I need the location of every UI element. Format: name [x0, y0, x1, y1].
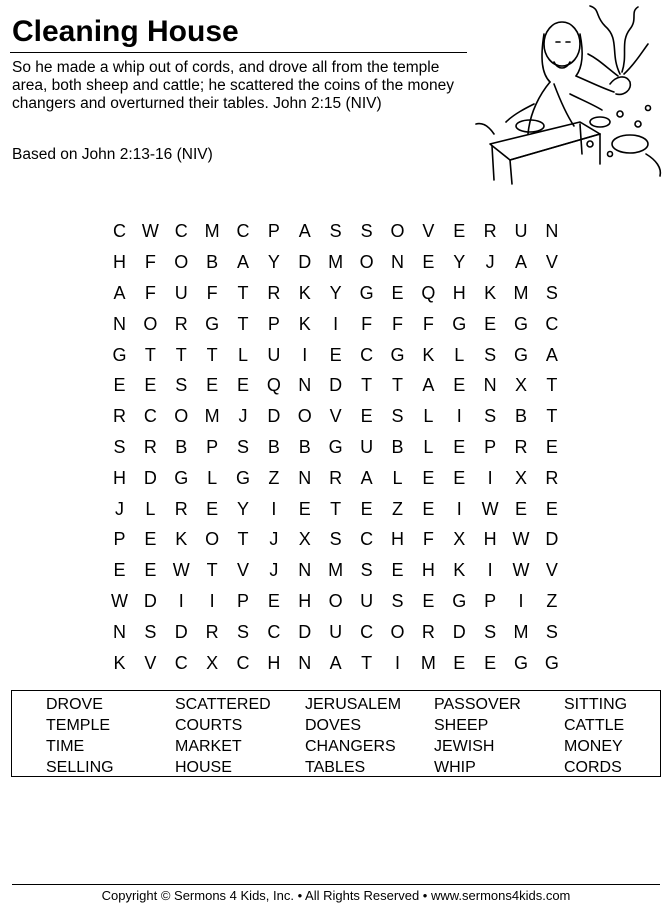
grid-letter: N [390, 252, 404, 273]
grid-letter: T [237, 313, 249, 334]
word-list-item: SHEEP [434, 717, 489, 734]
grid-letter: M [204, 221, 220, 242]
grid-letter: A [329, 652, 342, 673]
grid-letter: R [143, 436, 157, 457]
grid-letter: R [545, 467, 559, 488]
grid-row [104, 586, 567, 617]
grid-letter: X [515, 467, 528, 488]
footer-divider [12, 884, 660, 885]
grid-letter: S [484, 344, 497, 365]
grid-letter: P [206, 436, 219, 457]
grid-letter: U [360, 590, 374, 611]
grid-letter: Y [453, 252, 466, 273]
grid-letter: T [546, 375, 558, 396]
grid-letter: N [298, 375, 312, 396]
grid-letter: N [298, 560, 312, 581]
grid-letter: G [514, 344, 529, 365]
grid-row [104, 432, 567, 463]
word-list-item: HOUSE [175, 759, 232, 776]
grid-letter: S [545, 621, 558, 642]
grid-letter: D [267, 406, 281, 427]
grid-letter: R [514, 436, 528, 457]
grid-letter: W [172, 560, 190, 581]
grid-letter: P [267, 221, 280, 242]
grid-letter: O [390, 221, 405, 242]
grid-letter: P [113, 529, 126, 550]
grid-letter: O [359, 252, 374, 273]
grid-letter: W [141, 221, 159, 242]
grid-letter: W [110, 590, 128, 611]
grid-letter: C [360, 529, 374, 550]
grid-row [104, 524, 567, 555]
grid-letter: K [484, 282, 497, 303]
grid-letter: O [328, 590, 343, 611]
grid-row [104, 462, 567, 493]
grid-letter: Y [267, 252, 280, 273]
grid-letter: N [298, 467, 312, 488]
grid-letter: S [484, 621, 497, 642]
grid-letter: E [515, 498, 528, 519]
grid-letter: O [297, 406, 312, 427]
grid-letter: X [453, 529, 466, 550]
grid-letter: A [545, 344, 558, 365]
grid-row [104, 278, 567, 309]
word-list-item: CORDS [564, 759, 622, 776]
grid-letter: E [453, 221, 466, 242]
grid-letter: F [391, 313, 403, 334]
grid-letter: X [515, 375, 528, 396]
grid-letter: G [359, 282, 374, 303]
grid-letter: S [360, 221, 373, 242]
grid-row [104, 647, 567, 678]
grid-letter: I [394, 652, 400, 673]
grid-letter: I [302, 344, 308, 365]
grid-letter: D [545, 529, 559, 550]
grid-letter: C [112, 221, 126, 242]
grid-letter: V [237, 560, 250, 581]
grid-letter: J [269, 560, 279, 581]
grid-letter: F [361, 313, 373, 334]
grid-letter: R [267, 282, 281, 303]
grid-letter: E [391, 282, 404, 303]
jesus-with-whip-overturning-tables-illustration [470, 4, 668, 186]
grid-letter: S [329, 529, 342, 550]
grid-letter: M [204, 406, 220, 427]
grid-letter: K [113, 652, 126, 673]
grid-row [104, 370, 567, 401]
grid-letter: F [144, 252, 156, 273]
grid-letter: K [422, 344, 435, 365]
grid-letter: L [238, 344, 249, 365]
grid-letter: G [236, 467, 251, 488]
scripture-reference: Based on John 2:13-16 (NIV) [12, 146, 213, 163]
grid-letter: S [484, 406, 497, 427]
grid-letter: L [423, 436, 434, 457]
grid-letter: M [513, 282, 529, 303]
grid-letter: E [113, 560, 126, 581]
grid-letter: R [205, 621, 219, 642]
grid-letter: O [205, 529, 220, 550]
word-list-column [175, 694, 271, 778]
grid-letter: U [267, 344, 281, 365]
grid-letter: E [267, 590, 280, 611]
grid-letter: E [144, 529, 157, 550]
grid-letter: D [452, 621, 466, 642]
grid-letter: C [360, 344, 374, 365]
grid-letter: K [175, 529, 188, 550]
grid-letter: G [514, 652, 529, 673]
grid-letter: S [113, 436, 126, 457]
word-list-item: PASSOVER [434, 696, 521, 713]
grid-letter: C [236, 221, 250, 242]
word-list-item: MONEY [564, 738, 623, 755]
grid-letter: O [174, 252, 189, 273]
grid-letter: H [390, 529, 404, 550]
grid-letter: E [422, 467, 435, 488]
grid-letter: T [330, 498, 342, 519]
grid-letter: A [237, 252, 250, 273]
word-list-item: DROVE [46, 696, 103, 713]
grid-letter: R [174, 313, 188, 334]
grid-letter: V [144, 652, 157, 673]
grid-letter: F [422, 313, 434, 334]
grid-letter: E [453, 436, 466, 457]
grid-letter: G [328, 436, 343, 457]
grid-letter: J [269, 529, 279, 550]
word-list-item: MARKET [175, 738, 242, 755]
grid-letter: F [206, 282, 218, 303]
grid-letter: V [545, 252, 558, 273]
grid-letter: B [267, 436, 280, 457]
grid-letter: A [298, 221, 311, 242]
grid-letter: S [545, 282, 558, 303]
grid-letter: E [453, 467, 466, 488]
grid-letter: M [420, 652, 436, 673]
grid-letter: N [112, 313, 126, 334]
grid-letter: Q [266, 375, 281, 396]
word-list-column [434, 694, 521, 778]
grid-letter: I [178, 590, 184, 611]
grid-letter: G [112, 344, 127, 365]
grid-letter: E [298, 498, 311, 519]
word-list-item: JEWISH [434, 738, 495, 755]
grid-letter: I [487, 560, 493, 581]
grid-letter: Z [546, 590, 558, 611]
word-list-item: TABLES [305, 759, 366, 776]
grid-letter: W [481, 498, 499, 519]
grid-letter: C [174, 221, 188, 242]
grid-letter: E [329, 344, 342, 365]
grid-letter: L [454, 344, 465, 365]
grid-letter: I [456, 406, 462, 427]
grid-letter: K [298, 282, 311, 303]
word-list-item: SITTING [564, 696, 628, 713]
grid-letter: S [391, 590, 404, 611]
grid-letter: M [328, 560, 344, 581]
grid-letter: K [298, 313, 311, 334]
grid-letter: S [175, 375, 188, 396]
word-list-item: TEMPLE [46, 717, 111, 734]
grid-letter: G [452, 590, 467, 611]
grid-letter: S [329, 221, 342, 242]
word-list-column [46, 694, 114, 778]
grid-letter: L [145, 498, 156, 519]
grid-letter: E [144, 560, 157, 581]
grid-letter: V [329, 406, 342, 427]
grid-row [104, 401, 567, 432]
grid-letter: M [513, 621, 529, 642]
grid-letter: U [360, 436, 374, 457]
grid-letter: A [360, 467, 373, 488]
grid-letter: E [391, 560, 404, 581]
grid-letter: G [514, 313, 529, 334]
word-search-grid [104, 216, 567, 678]
grid-letter: P [237, 590, 250, 611]
copyright-footer: Copyright © Sermons 4 Kids, Inc. • All Rights Reserved • www.sermons4kids.com [101, 888, 571, 903]
grid-letter: I [487, 467, 493, 488]
word-list-item: COURTS [175, 717, 243, 734]
grid-letter: Z [391, 498, 403, 519]
scripture-verse: So he made a whip out of cords, and drove all from the temple area, both sheep and cattle; he scattered the coins of the money changers and overturned their tables. John 2:15 (NIV) [12, 59, 455, 112]
grid-letter: T [546, 406, 558, 427]
grid-letter: E [453, 375, 466, 396]
grid-letter: E [360, 406, 373, 427]
grid-letter: C [267, 621, 281, 642]
grid-letter: I [209, 590, 215, 611]
grid-letter: D [329, 375, 343, 396]
word-list-item: TIME [46, 738, 85, 755]
grid-letter: T [361, 375, 373, 396]
word-list-box [11, 690, 661, 777]
grid-letter: A [113, 282, 126, 303]
grid-letter: I [456, 498, 462, 519]
grid-letter: C [545, 313, 559, 334]
grid-letter: H [483, 529, 497, 550]
grid-letter: X [206, 652, 219, 673]
grid-letter: V [545, 560, 558, 581]
grid-letter: G [544, 652, 559, 673]
grid-letter: R [112, 406, 126, 427]
grid-letter: D [174, 621, 188, 642]
grid-letter: O [174, 406, 189, 427]
grid-letter: H [298, 590, 312, 611]
grid-letter: G [452, 313, 467, 334]
word-list-item: SCATTERED [175, 696, 271, 713]
grid-letter: B [515, 406, 528, 427]
grid-letter: D [298, 621, 312, 642]
grid-letter: D [143, 590, 157, 611]
grid-letter: Z [268, 467, 280, 488]
grid-row [104, 308, 567, 339]
grid-letter: E [545, 498, 558, 519]
grid-row [104, 247, 567, 278]
grid-letter: P [267, 313, 280, 334]
grid-letter: N [483, 375, 497, 396]
grid-letter: B [206, 252, 219, 273]
grid-letter: T [391, 375, 403, 396]
grid-letter: E [144, 375, 157, 396]
grid-row [104, 616, 567, 647]
grid-letter: L [423, 406, 434, 427]
grid-row [104, 555, 567, 586]
grid-letter: W [512, 560, 530, 581]
grid-letter: Q [421, 282, 436, 303]
grid-letter: P [484, 436, 497, 457]
grid-letter: O [390, 621, 405, 642]
grid-letter: L [207, 467, 218, 488]
word-list-item: CATTLE [564, 717, 625, 734]
grid-letter: S [237, 436, 250, 457]
grid-letter: T [361, 652, 373, 673]
grid-letter: E [237, 375, 250, 396]
grid-letter: S [360, 560, 373, 581]
grid-letter: E [206, 375, 219, 396]
grid-letter: C [143, 406, 157, 427]
title-divider [10, 52, 467, 53]
grid-letter: T [237, 282, 249, 303]
grid-letter: U [329, 621, 343, 642]
grid-letter: H [112, 467, 126, 488]
page-title: Cleaning House [12, 15, 239, 48]
grid-letter: E [484, 652, 497, 673]
grid-letter: V [422, 221, 435, 242]
word-list-column [305, 694, 401, 778]
word-list-item: SELLING [46, 759, 114, 776]
grid-letter: T [237, 529, 249, 550]
grid-letter: S [391, 406, 404, 427]
grid-letter: N [298, 652, 312, 673]
grid-letter: R [174, 498, 188, 519]
grid-letter: S [144, 621, 157, 642]
grid-letter: B [391, 436, 404, 457]
word-list-item: CHANGERS [305, 738, 396, 755]
grid-letter: R [483, 221, 497, 242]
grid-letter: J [238, 406, 248, 427]
grid-row [104, 493, 567, 524]
grid-letter: R [421, 621, 435, 642]
grid-row [104, 216, 567, 247]
grid-letter: J [485, 252, 495, 273]
grid-letter: U [174, 282, 188, 303]
grid-letter: X [298, 529, 311, 550]
grid-letter: H [112, 252, 126, 273]
grid-letter: E [484, 313, 497, 334]
grid-letter: A [422, 375, 435, 396]
grid-letter: E [545, 436, 558, 457]
grid-letter: R [329, 467, 343, 488]
grid-letter: K [453, 560, 466, 581]
grid-letter: C [236, 652, 250, 673]
grid-letter: Y [237, 498, 250, 519]
grid-letter: D [298, 252, 312, 273]
grid-letter: T [206, 344, 218, 365]
grid-letter: G [205, 313, 220, 334]
grid-letter: W [512, 529, 530, 550]
grid-letter: C [174, 652, 188, 673]
grid-letter: G [174, 467, 189, 488]
grid-letter: E [422, 498, 435, 519]
grid-letter: D [143, 467, 157, 488]
word-list-item: JERUSALEM [305, 696, 402, 713]
grid-letter: I [333, 313, 339, 334]
grid-letter: N [112, 621, 126, 642]
grid-letter: B [298, 436, 311, 457]
word-list-item: DOVES [305, 717, 362, 734]
word-list-item: WHIP [434, 759, 476, 776]
word-list-column [564, 694, 627, 778]
grid-letter: F [144, 282, 156, 303]
grid-letter: I [271, 498, 277, 519]
grid-letter: H [267, 652, 281, 673]
grid-letter: E [360, 498, 373, 519]
grid-letter: H [452, 282, 466, 303]
grid-letter: S [237, 621, 250, 642]
grid-letter: E [422, 590, 435, 611]
grid-letter: H [421, 560, 435, 581]
grid-letter: B [175, 436, 188, 457]
grid-letter: O [143, 313, 158, 334]
grid-letter: J [114, 498, 124, 519]
grid-letter: I [518, 590, 524, 611]
grid-letter: Y [329, 282, 342, 303]
grid-letter: U [514, 221, 528, 242]
grid-letter: T [144, 344, 156, 365]
grid-letter: G [390, 344, 405, 365]
grid-letter: P [484, 590, 497, 611]
grid-letter: E [206, 498, 219, 519]
grid-letter: E [422, 252, 435, 273]
grid-letter: E [113, 375, 126, 396]
grid-letter: A [515, 252, 528, 273]
grid-row [104, 339, 567, 370]
grid-letter: F [422, 529, 434, 550]
grid-letter: L [392, 467, 403, 488]
grid-letter: T [206, 560, 218, 581]
grid-letter: E [453, 652, 466, 673]
grid-letter: C [360, 621, 374, 642]
grid-letter: M [328, 252, 344, 273]
grid-letter: N [545, 221, 559, 242]
grid-letter: T [175, 344, 187, 365]
